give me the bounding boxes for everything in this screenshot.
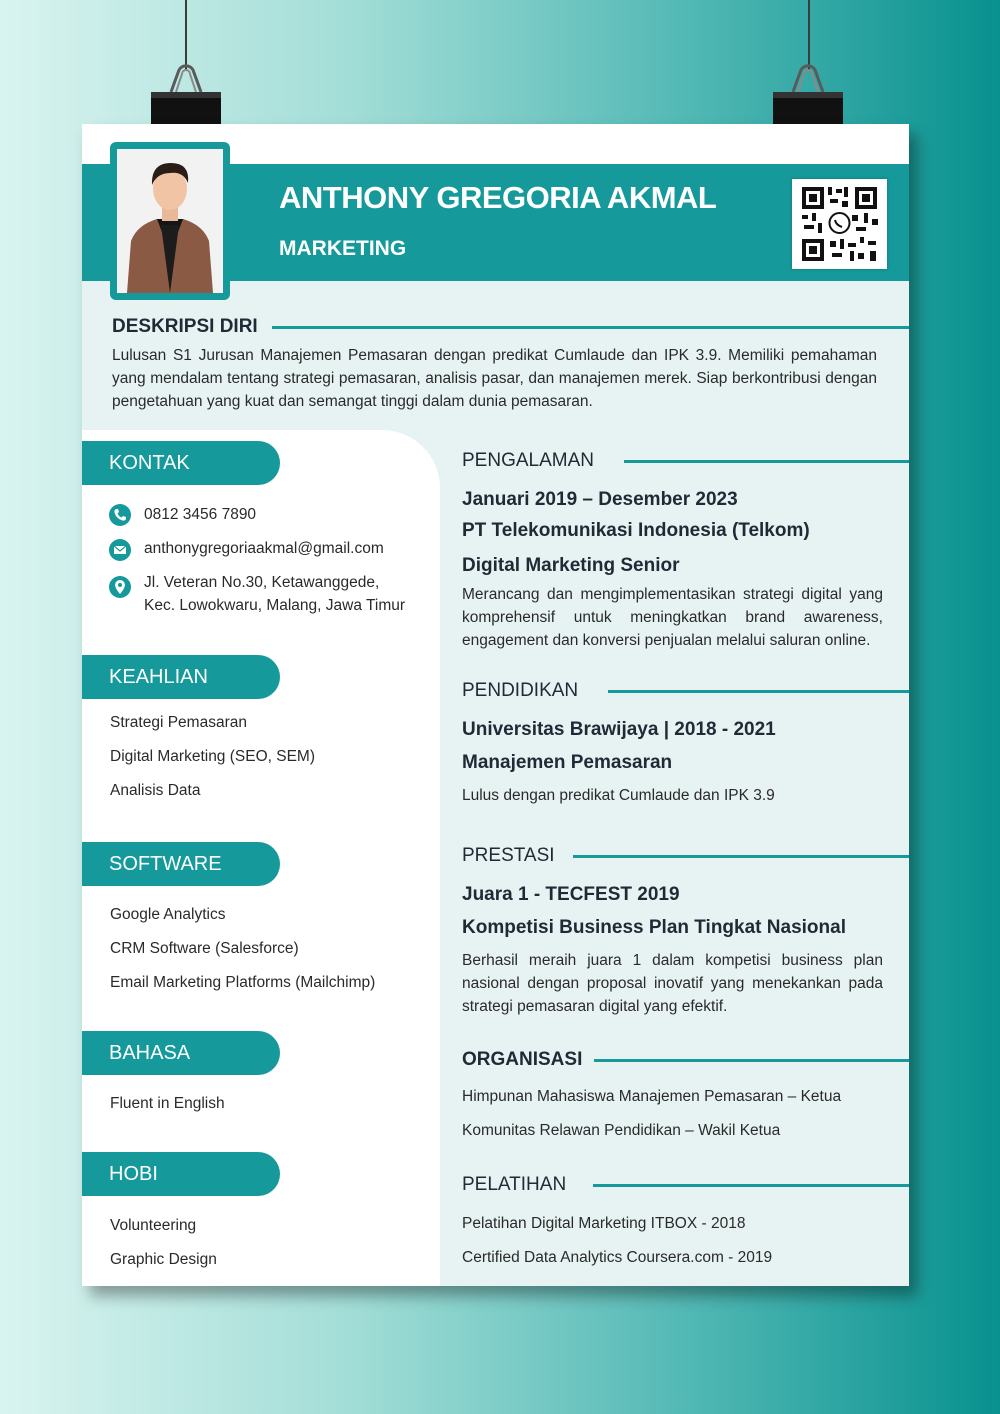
phone-icon [109,504,131,526]
hanging-string-right [808,0,810,70]
software-item: Email Marketing Platforms (Mailchimp) [110,974,376,991]
about-title: DESKRIPSI DIRI [112,316,258,337]
skill-item: Strategi Pemasaran [110,714,247,731]
software-item: CRM Software (Salesforce) [110,940,299,957]
achievements-title: PRESTASI [462,845,555,866]
training-item: Pelatihan Digital Marketing ITBOX - 2018 [462,1215,746,1232]
candidate-role: MARKETING [279,237,407,260]
qr-code-icon [792,179,887,269]
skills-title: KEAHLIAN [109,666,208,688]
software-header [82,842,280,886]
experience-company: PT Telekomunikasi Indonesia (Telkom) [462,520,810,541]
candidate-name: ANTHONY GREGORIA AKMAL [279,180,717,215]
profile-photo [117,149,223,293]
experience-description: Merancang dan mengimplementasikan strategi digital yang komprehensif untuk meningkatkan brand awareness, engagement dan konversi penjualan melalui saluran online. [462,586,883,649]
contact-title: KONTAK [109,452,190,474]
achievement-award: Juara 1 - TECFEST 2019 [462,884,680,905]
software-title: SOFTWARE [109,853,222,875]
training-item: Certified Data Analytics Coursera.com - 2019 [462,1249,773,1266]
contact-address-line2: Kec. Lowokwaru, Malang, Jawa Timur [144,597,406,614]
skills-header [82,655,280,699]
about-text: Lulusan S1 Jurusan Manajemen Pemasaran dengan predikat Cumlaude dan IPK 3.9. Memiliki pemahaman yang mendalam tentang strategi pemasaran, analisis pasar, dan manajemen merek. Siap berkontribusi dengan pengetahuan yang kuat dan semangat tinggi dalam dunia pemasaran. [112,347,877,410]
organizations-divider [594,1059,909,1062]
education-school: Universitas Brawijaya | 2018 - 2021 [462,719,776,740]
contact-address-line1: Jl. Veteran No.30, Ketawanggede, [144,574,380,591]
experience-position: Digital Marketing Senior [462,555,680,576]
education-title: PENDIDIKAN [462,680,579,701]
hobby-item: Volunteering [110,1217,197,1234]
achievement-description: Berhasil meraih juara 1 dalam kompetisi business plan nasional dengan proposal inovatif yang menekankan pada strategi pemasaran digital yang efektif. [462,952,883,1015]
experience-title: PENGALAMAN [462,450,594,471]
experience-divider [624,460,909,463]
education-note: Lulus dengan predikat Cumlaude dan IPK 3.9 [462,787,775,804]
hobbies-header [82,1152,280,1196]
hobby-item: Graphic Design [110,1251,217,1268]
skill-item: Analisis Data [110,782,201,799]
experience-period: Januari 2019 – Desember 2023 [462,489,738,510]
about-divider [272,326,909,329]
training-divider [593,1184,909,1187]
contact-header [82,441,280,485]
language-item: Fluent in English [110,1095,225,1112]
contact-phone: 0812 3456 7890 [144,506,257,523]
organization-item: Himpunan Mahasiswa Manajemen Pemasaran – Ketua [462,1088,842,1105]
contact-email: anthonygregoriaakmal@gmail.com [144,540,384,557]
organizations-title: ORGANISASI [462,1049,583,1070]
achievements-divider [573,855,909,858]
languages-title: BAHASA [109,1042,191,1064]
organization-item: Komunitas Relawan Pendidikan – Wakil Ketua [462,1122,781,1139]
education-divider [608,690,909,693]
hobbies-title: HOBI [109,1163,158,1185]
languages-header [82,1031,280,1075]
hanging-string-left [185,0,187,70]
resume-paper [82,124,909,1286]
achievement-event: Kompetisi Business Plan Tingkat Nasional [462,917,846,938]
email-icon [109,539,131,561]
education-major: Manajemen Pemasaran [462,752,673,773]
skill-item: Digital Marketing (SEO, SEM) [110,748,315,765]
training-title: PELATIHAN [462,1174,567,1195]
software-item: Google Analytics [110,906,226,923]
location-pin-icon [109,576,131,598]
